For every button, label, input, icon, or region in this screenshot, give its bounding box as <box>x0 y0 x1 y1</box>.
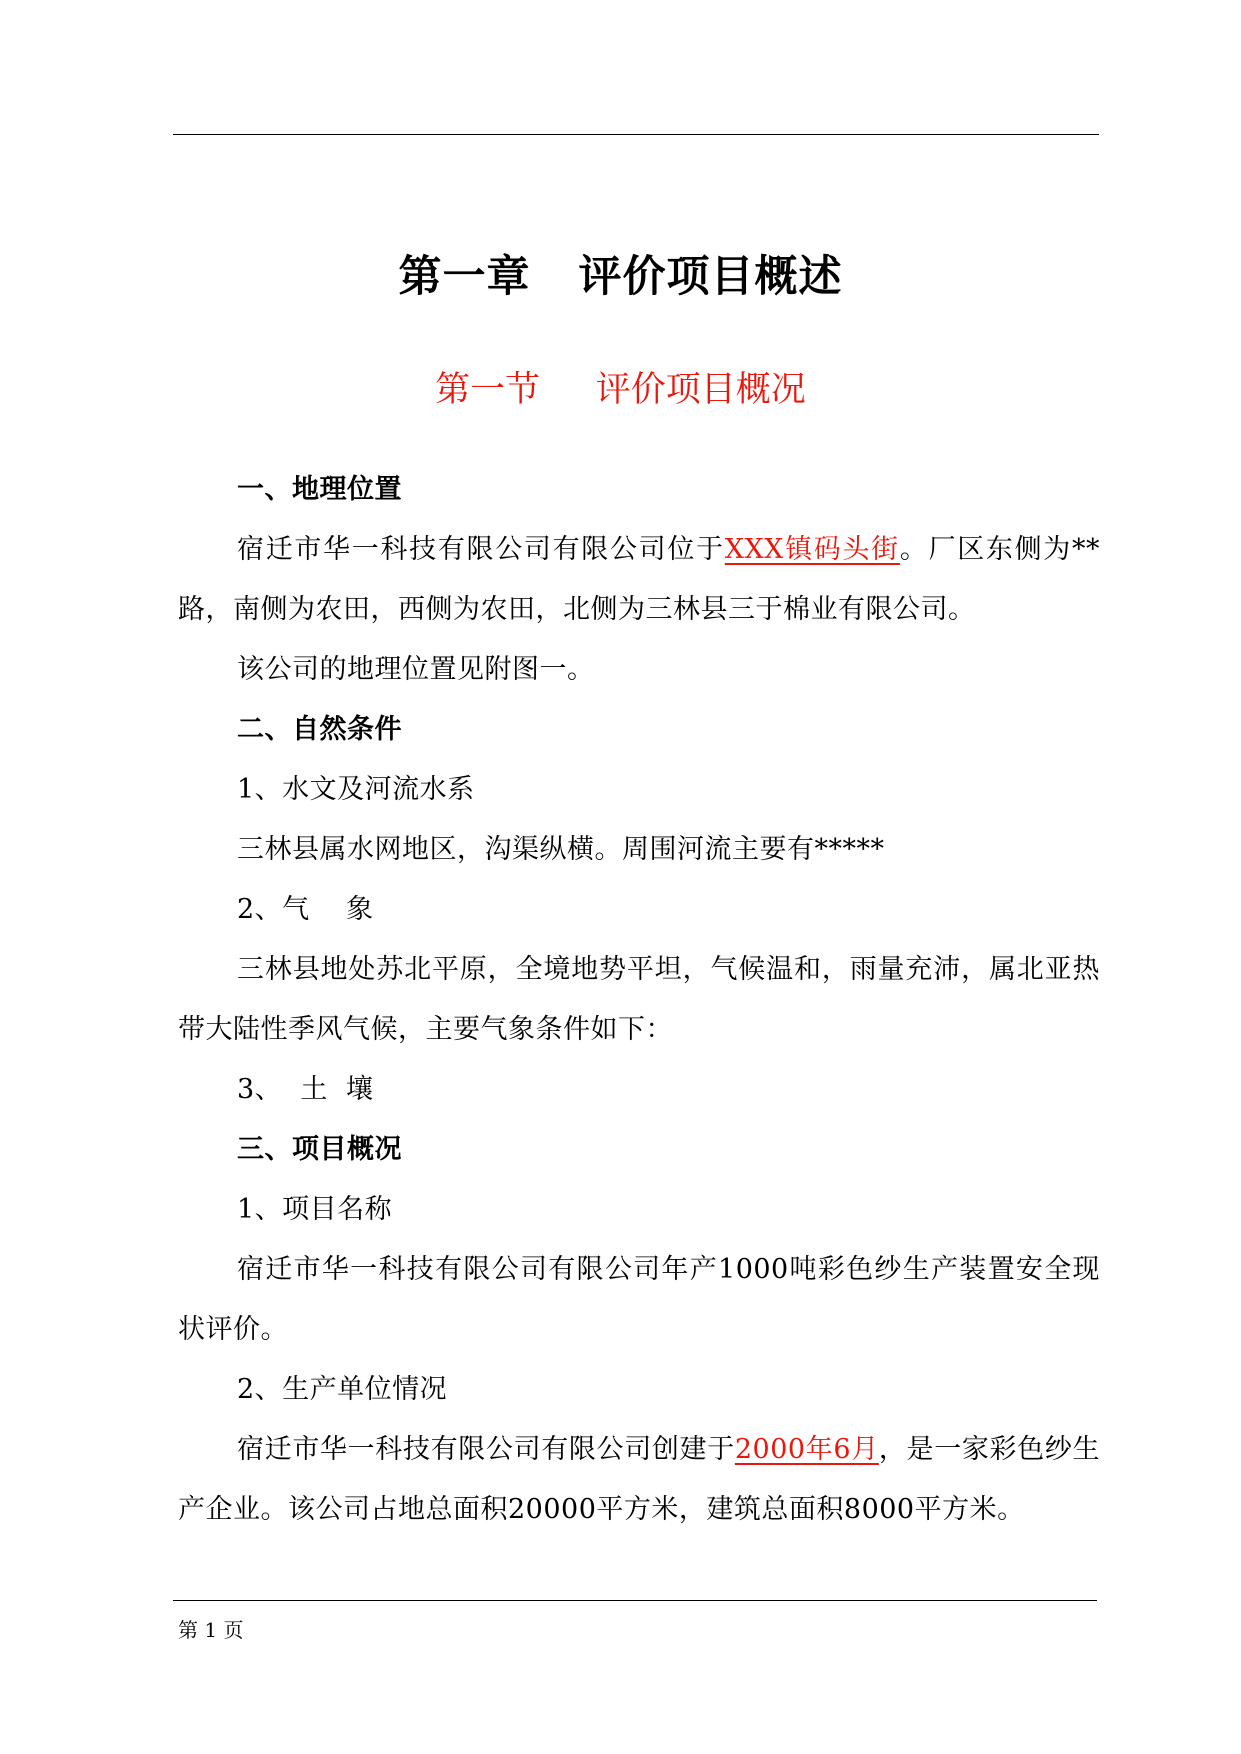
location-highlight: XXX镇码头街 <box>724 534 900 565</box>
chapter-title: 第一章 评价项目概述 <box>398 252 843 302</box>
page-number: 第 1 页 <box>178 1618 244 1642</box>
subheading-hydrology: 1、水文及河流水系 <box>237 774 475 805</box>
subheading-project-name: 1、项目名称 <box>237 1194 393 1225</box>
paragraph-unit-info <box>178 1420 1100 1540</box>
paragraph-hydrology: 三林县属水网地区，沟渠纵横。周围河流主要有***** <box>237 834 885 865</box>
heading-geography: 一、地理位置 <box>237 474 402 505</box>
subheading-unit-info: 2、生产单位情况 <box>237 1374 448 1405</box>
footer-rule <box>173 1600 1097 1601</box>
document-body <box>178 460 1100 1540</box>
heading-natural-conditions: 二、自然条件 <box>237 714 402 745</box>
section-title: 第一节 评价项目概况 <box>435 370 806 410</box>
founding-date-highlight: 2000年6月 <box>734 1434 879 1465</box>
header-rule <box>173 134 1099 135</box>
paragraph-unit-info-text-2: ，是一家彩色纱生产企业。该公司占地总面积20000平方米，建筑总面积8000平方米。 <box>178 1434 1100 1525</box>
paragraph-climate: 三林县地处苏北平原，全境地势平坦，气候温和，雨量充沛，属北亚热带大陆性季风气候，主要气象条件如下： <box>178 954 1100 1045</box>
heading-project-overview: 三、项目概况 <box>237 1134 402 1165</box>
paragraph-location-text-2: 。厂区东侧为**路，南侧为农田，西侧为农田，北侧为三林县三于棉业有限公司。 <box>178 534 1101 625</box>
paragraph-location-text-1: 宿迁市华一科技有限公司有限公司位于 <box>237 534 725 565</box>
paragraph-map-ref: 该公司的地理位置见附图一。 <box>237 654 595 685</box>
paragraph-project-name: 宿迁市华一科技有限公司有限公司年产1000吨彩色纱生产装置安全现状评价。 <box>178 1254 1100 1345</box>
subheading-soil: 3、 土 壤 <box>237 1074 374 1105</box>
paragraph-unit-info-text-1: 宿迁市华一科技有限公司有限公司创建于 <box>237 1434 735 1465</box>
paragraph-location <box>178 520 1100 640</box>
subheading-climate: 2、气 象 <box>237 894 374 925</box>
